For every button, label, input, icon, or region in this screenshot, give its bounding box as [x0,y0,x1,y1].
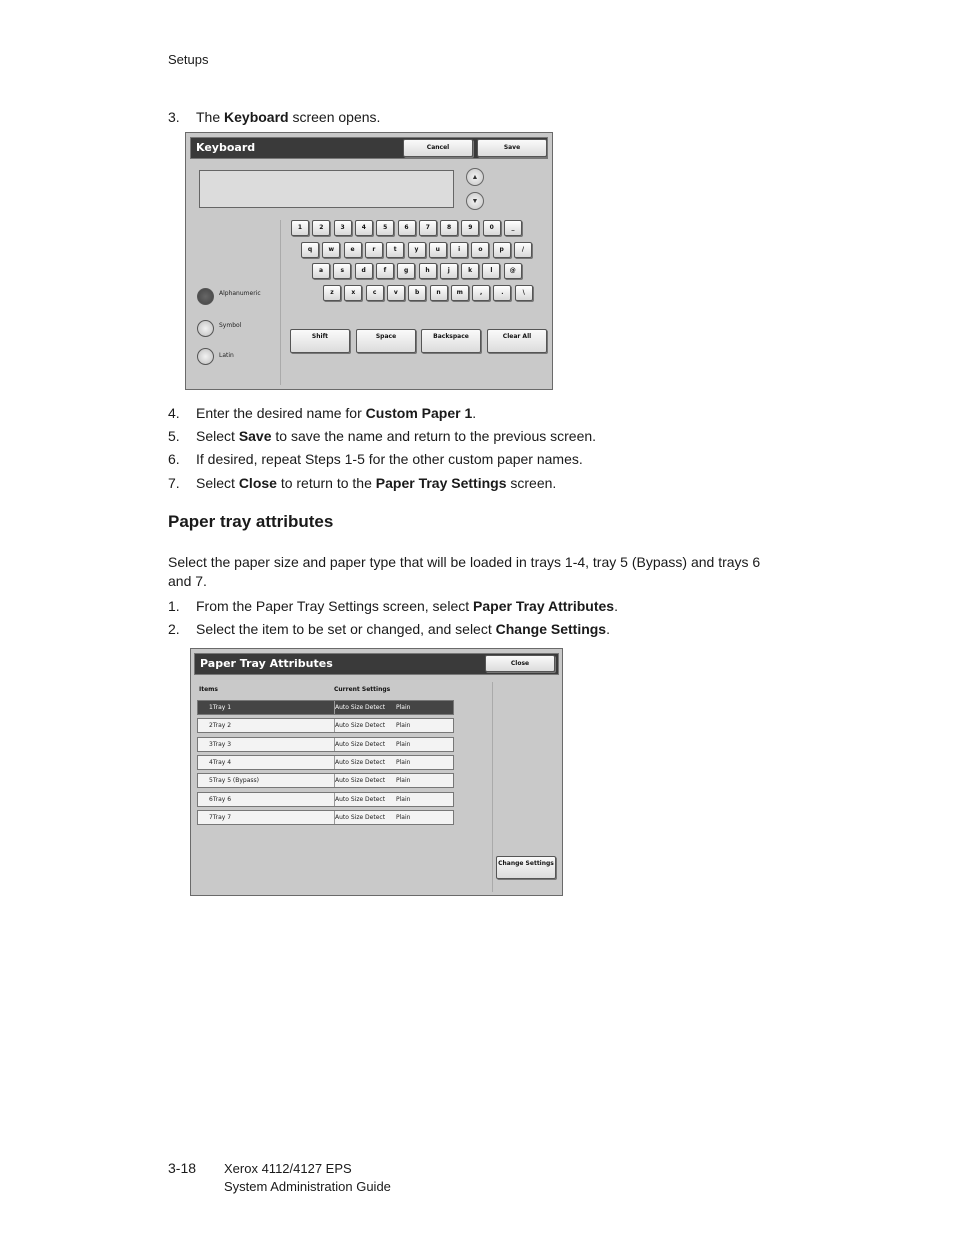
step-text: Enter the desired name for Custom Paper 1. [196,405,477,421]
key-4-9[interactable]: . [493,285,511,301]
key-1-10[interactable]: 0 [483,220,501,236]
step-text: If desired, repeat Steps 1-5 for the other custom paper names. [196,451,583,467]
panel-divider [492,682,493,892]
page-number: 3-18 [168,1160,197,1176]
key-1-2[interactable]: 2 [312,220,330,236]
key-1-11[interactable]: _ [504,220,522,236]
radio-label-latin: Latin [219,352,234,359]
tray-paper-type: Plain [396,795,411,803]
paper-tray-screenshot [190,648,563,896]
space-button[interactable]: Space [356,329,416,353]
key-3-8[interactable]: k [461,263,479,279]
step-number: 1. [168,598,180,614]
tray-item-name: 1Tray 1 [209,704,232,711]
tray-row[interactable] [197,700,454,715]
key-3-4[interactable]: f [376,263,394,279]
intro-line-2: and 7. [168,573,207,589]
key-1-7[interactable]: 7 [419,220,437,236]
key-2-9[interactable]: o [471,242,489,258]
key-3-7[interactable]: j [440,263,458,279]
key-2-7[interactable]: u [429,242,447,258]
tray-paper-type: Plain [396,777,411,785]
key-2-5[interactable]: t [386,242,404,258]
key-2-1[interactable]: q [301,242,319,258]
column-header-items: Items [199,686,218,693]
step-2 [168,620,768,638]
step-number: 5. [168,428,180,444]
tray-paper-type: Plain [396,813,411,821]
key-1-4[interactable]: 4 [355,220,373,236]
key-2-3[interactable]: e [344,242,362,258]
text-entry-field[interactable] [199,170,454,208]
tray-paper-size: Auto Size Detect [335,722,386,730]
key-4-7[interactable]: m [451,285,469,301]
footer-guide: System Administration Guide [224,1179,391,1194]
step-text: Select Save to save the name and return to the previous screen. [196,428,597,444]
tray-title: Paper Tray Attributes [200,657,333,670]
radio-latin[interactable] [197,348,214,365]
tray-row[interactable] [197,755,454,770]
tray-item-name: 7Tray 7 [209,813,232,821]
step-text: From the Paper Tray Settings screen, select Paper Tray Attributes. [196,598,618,614]
clear-all-button[interactable]: Clear All [487,329,547,353]
step-6 [168,450,768,468]
key-4-4[interactable]: v [387,285,405,301]
step-number: 6. [168,451,180,467]
tray-paper-type: Plain [396,740,411,748]
shift-button[interactable]: Shift [290,329,350,353]
footer-product: Xerox 4112/4127 EPS [224,1161,352,1176]
key-2-11[interactable]: / [514,242,532,258]
tray-paper-type: Plain [396,758,411,766]
tray-paper-type: Plain [396,722,411,730]
key-4-6[interactable]: n [430,285,448,301]
save-button[interactable]: Save [477,139,547,157]
step-text: The Keyboard screen opens. [196,109,381,125]
tray-paper-type: Plain [396,704,411,711]
key-4-3[interactable]: c [366,285,384,301]
step-1 [168,597,768,615]
tray-item-name: 4Tray 4 [209,758,232,766]
tray-row[interactable] [197,810,454,825]
backspace-button[interactable]: Backspace [421,329,481,353]
key-3-3[interactable]: d [355,263,373,279]
key-2-10[interactable]: p [493,242,511,258]
key-1-9[interactable]: 9 [461,220,479,236]
key-3-1[interactable]: a [312,263,330,279]
tray-paper-size: Auto Size Detect [335,813,386,821]
close-button[interactable]: Close [485,655,555,672]
key-1-1[interactable]: 1 [291,220,309,236]
key-2-8[interactable]: i [450,242,468,258]
scroll-up-icon[interactable]: ▲ [466,168,484,186]
tray-paper-size: Auto Size Detect [335,740,386,748]
tray-paper-size: Auto Size Detect [335,795,386,803]
key-4-2[interactable]: x [344,285,362,301]
step-number: 3. [168,109,180,125]
key-1-8[interactable]: 8 [440,220,458,236]
radio-symbol[interactable] [197,320,214,337]
column-header-current-settings: Current Settings [334,686,391,693]
step-5 [168,427,768,445]
key-2-2[interactable]: w [322,242,340,258]
intro-line-1: Select the paper size and paper type that will be loaded in trays 1-4, tray 5 (Bypass) and trays 6 [168,554,761,570]
tray-item-name: 2Tray 2 [209,722,232,730]
key-3-6[interactable]: h [419,263,437,279]
step-text: Select Close to return to the Paper Tray Settings screen. [196,475,557,491]
key-4-8[interactable]: , [472,285,490,301]
change-settings-button[interactable]: Change Settings [496,856,556,879]
step-text: Select the item to be set or changed, and select Change Settings. [196,621,610,637]
key-3-2[interactable]: s [333,263,351,279]
key-3-5[interactable]: g [397,263,415,279]
cancel-button[interactable]: Cancel [403,139,473,157]
keyboard-screenshot [185,132,553,390]
key-4-10[interactable]: \ [515,285,533,301]
radio-label-symbol: Symbol [219,322,242,329]
tray-row[interactable] [197,718,454,733]
running-header: Setups [168,52,209,67]
key-4-5[interactable]: b [408,285,426,301]
tray-paper-size: Auto Size Detect [335,758,386,766]
key-1-6[interactable]: 6 [398,220,416,236]
key-3-10[interactable]: @ [504,263,522,279]
key-2-4[interactable]: r [365,242,383,258]
key-4-1[interactable]: z [323,285,341,301]
section-heading: Paper tray attributes [168,512,334,531]
tray-paper-size: Auto Size Detect [335,777,386,785]
tray-item-name: 3Tray 3 [209,740,232,748]
tray-row[interactable] [197,792,454,807]
key-2-6[interactable]: y [408,242,426,258]
scroll-down-icon[interactable]: ▼ [466,192,484,210]
tray-paper-size: Auto Size Detect [335,704,386,711]
step-number: 2. [168,621,180,637]
key-3-9[interactable]: l [482,263,500,279]
step-7 [168,474,768,492]
keyboard-title: Keyboard [196,141,256,154]
step-number: 4. [168,405,180,421]
radio-alphanumeric[interactable] [197,288,214,305]
key-1-3[interactable]: 3 [334,220,352,236]
step-4 [168,404,768,422]
tray-row[interactable] [197,737,454,752]
step-number: 7. [168,475,180,491]
tray-item-name: 5Tray 5 (Bypass) [209,777,260,785]
key-1-5[interactable]: 5 [376,220,394,236]
tray-item-name: 6Tray 6 [209,795,232,803]
panel-divider [280,220,281,385]
radio-label-alphanumeric: Alphanumeric [219,290,261,297]
tray-row[interactable] [197,773,454,788]
